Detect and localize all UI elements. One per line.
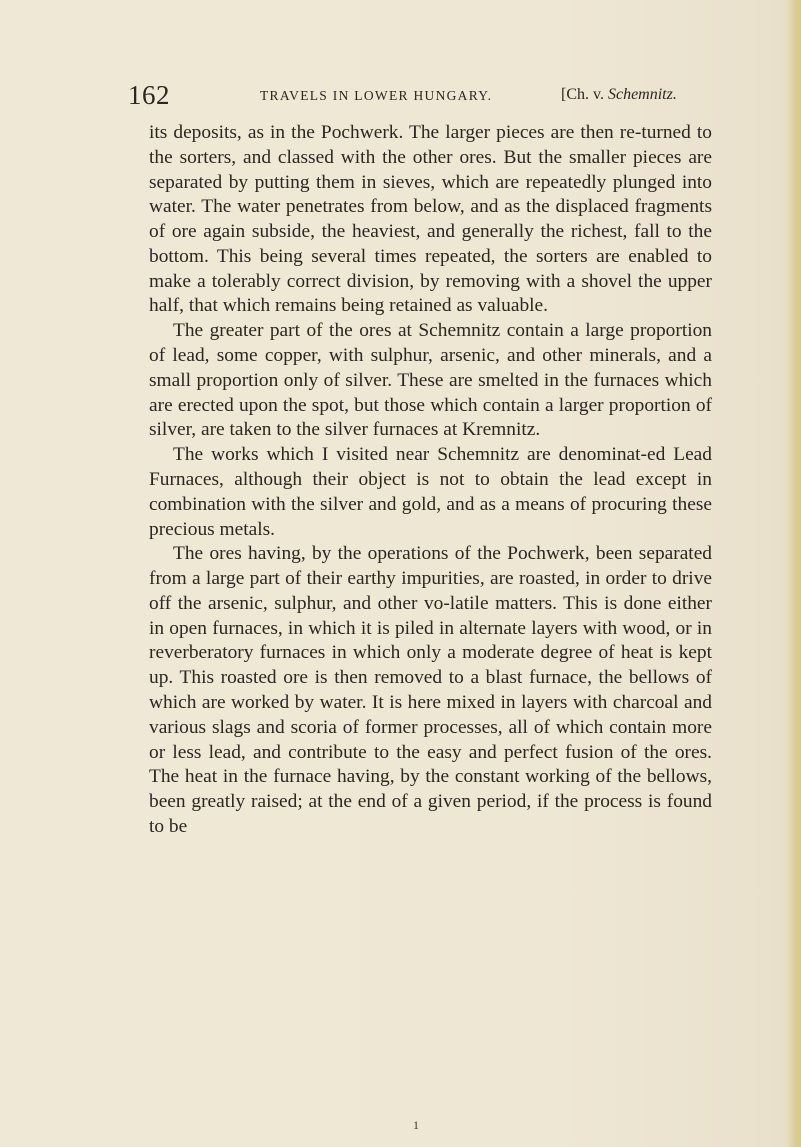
page-number: 162 [128,80,170,110]
signature-mark: 1 [413,1118,419,1132]
page-edge-shadow [787,0,801,1147]
chapter-place: Schemnitz. [607,86,677,103]
running-head-title: TRAVELS IN LOWER HUNGARY. [260,88,493,103]
body-text [149,121,712,840]
paragraph-1: its deposits, as in the Pochwerk. The larger pieces are then re-turned to the sorters, and classed with the other ores. But the smaller pieces are separated by putting them in sieves, which are repeatedly plunged into water. The water penetrates from below, and as the displaced fragments of ore again subside, the heaviest, and generally the richest, fall to the bottom. This being several times repeated, the sorters are enabled to make a tolerably correct division, by removing with a shovel the upper half, that which remains being retained as valuable. [149,122,712,317]
running-head [128,80,788,110]
chapter-prefix: [Ch. v. [561,86,608,103]
paragraph-3: The works which I visited near Schemnitz are denominat-ed Lead Furnaces, although their object is not to obtain the lead except in combination with the silver and gold, and as a means of procuring these precious metals. [149,444,712,540]
running-head-chapter [561,84,677,106]
paragraph-4: The ores having, by the operations of the Pochwerk, been separated from a large part of their earthy impurities, are roasted, in order to drive off the arsenic, sulphur, and other vo-latile matters. This is done either in open furnaces, in which it is piled in alternate layers with wood, or in reverberatory furnaces in which only a moderate degree of heat is kept up. This roasted ore is then removed to a blast furnace, the bellows of which are worked by water. It is here mixed in layers with charcoal and various slags and scoria of former processes, all of which contain more or less lead, and contribute to the easy and perfect fusion of the ores. The heat in the furnace having, by the constant working of the bellows, been greatly raised; at the end of a given period, if the process is found to be [149,543,712,837]
paragraph-2: The greater part of the ores at Schemnitz contain a large proportion of lead, some copper, with sulphur, arsenic, and other minerals, and a small proportion only of silver. These are smelted in the furnaces which are erected upon the spot, but those which contain a larger proportion of silver, are taken to the silver furnaces at Kremnitz. [149,320,712,441]
